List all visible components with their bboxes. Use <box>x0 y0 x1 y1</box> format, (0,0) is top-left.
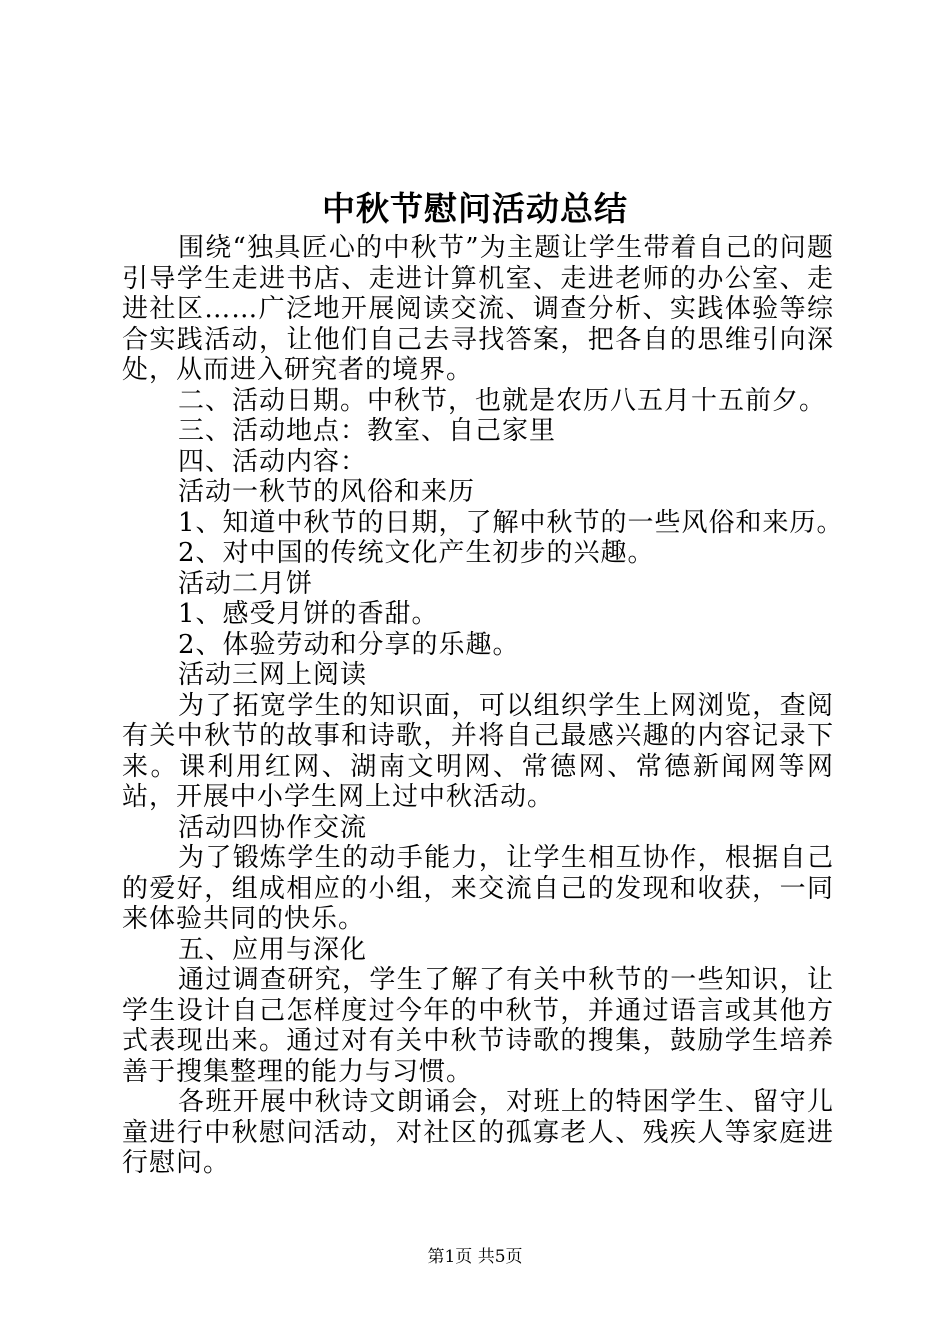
application-paragraph-1: 通过调查研究，学生了解了有关中秋节的一些知识，让学生设计自己怎样度过今年的中秋节，并通过语言或其他方式表现出来。通过对有关中秋节诗歌的搜集，鼓励学生培养善于搜集整理的能力与习惯。 <box>122 965 834 1087</box>
section-location: 三、活动地点：教室、自己家里 <box>178 416 557 446</box>
activity-one-heading: 活动一秋节的风俗和来历 <box>178 477 476 507</box>
activity-two-heading: 活动二月饼 <box>178 568 314 599</box>
application-paragraph-2: 各班开展中秋诗文朗诵会，对班上的特困学生、留守儿童进行中秋慰问活动，对社区的孤寡老人、残疾人等家庭进行慰问。 <box>122 1087 834 1178</box>
document-title: 中秋节慰问活动总结 <box>322 189 628 228</box>
activity-one-item-2: 2、对中国的传统文化产生初步的兴趣。 <box>178 538 655 568</box>
activity-four-heading: 活动四协作交流 <box>178 812 368 843</box>
page-footer: 第1页 共5页 <box>427 1247 523 1267</box>
document-body <box>122 233 844 1179</box>
activity-four-paragraph: 为了锻炼学生的动手能力，让学生相互协作，根据自己的爱好，组成相应的小组，来交流自己的发现和收获，一同来体验共同的快乐。 <box>122 843 834 934</box>
section-date: 二、活动日期。中秋节，也就是农历八五月十五前夕。 <box>178 385 827 416</box>
activity-two-item-2: 2、体验劳动和分享的乐趣。 <box>178 629 520 660</box>
section-application-heading: 五、应用与深化 <box>178 934 368 965</box>
activity-two-item-1: 1、感受月饼的香甜。 <box>178 599 439 629</box>
activity-one-item-1: 1、知道中秋节的日期，了解中秋节的一些风俗和来历。 <box>178 507 844 538</box>
activity-three-paragraph: 为了拓宽学生的知识面，可以组织学生上网浏览，查阅有关中秋节的故事和诗歌，并将自己最感兴趣的内容记录下来。课利用红网、湖南文明网、常德网、常德新闻网等网站，开展中小学生网上过中秋活动。 <box>122 690 834 812</box>
activity-three-heading: 活动三网上阅读 <box>178 660 368 690</box>
section-content-heading: 四、活动内容： <box>178 446 368 477</box>
paragraph-intro: 围绕“独具匠心的中秋节”为主题让学生带着自己的问题引导学生走进书店、走进计算机室、走进老师的办公室、走进社区……广泛地开展阅读交流、调查分析、实践体验等综合实践活动，让他们自己去寻找答案，把各自的思维引向深处，从而进入研究者的境界。 <box>122 233 834 385</box>
